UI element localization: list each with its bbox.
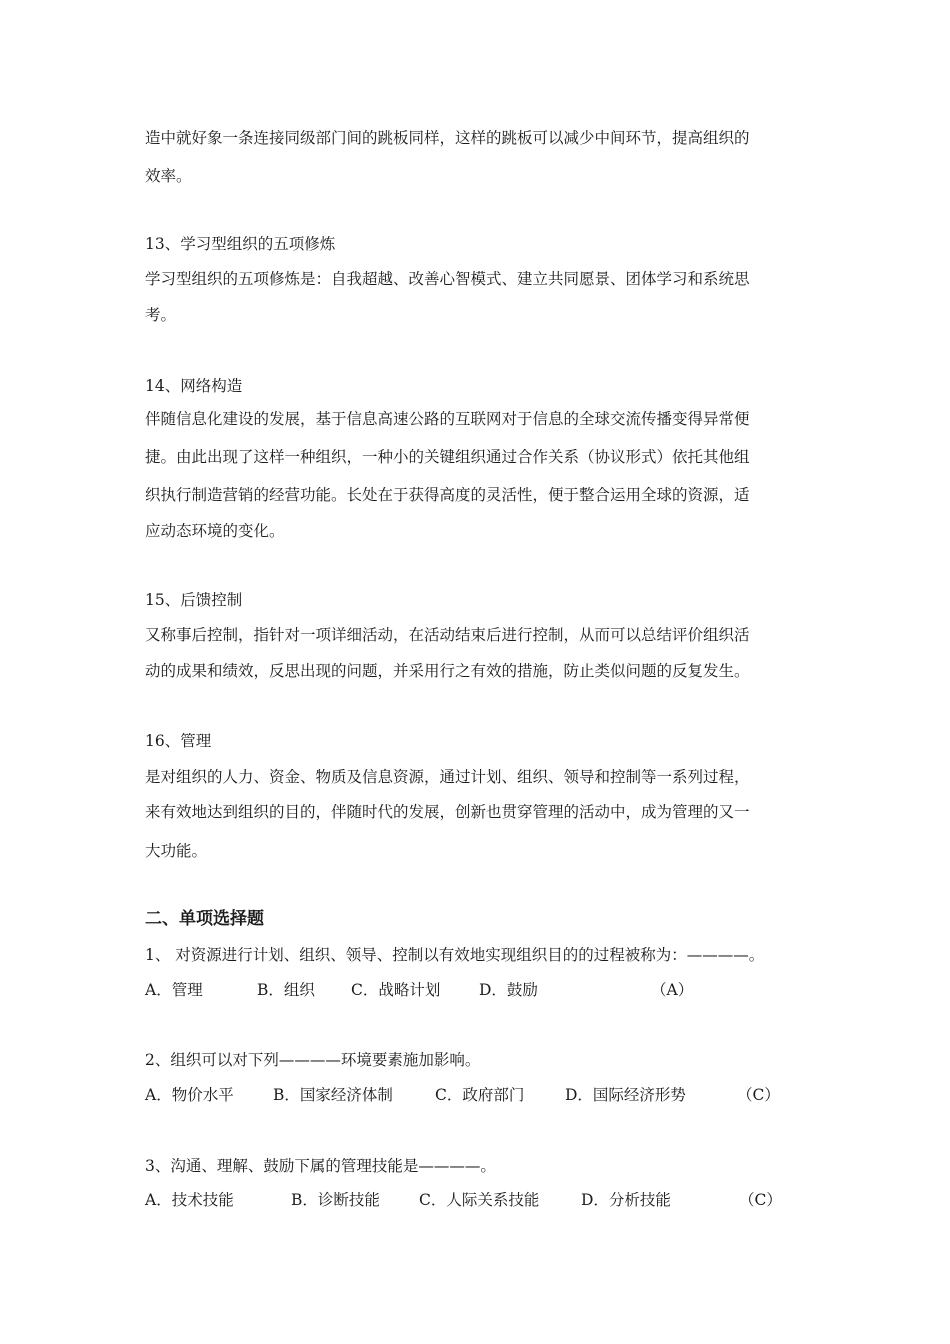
option-a: A．技术技能 bbox=[145, 1191, 234, 1209]
option-a: A．物价水平 bbox=[145, 1086, 234, 1104]
paragraph-line: 是对组织的人力、资金、物质及信息资源，通过计划、组织、领导和控制等一系列过程， bbox=[145, 768, 750, 786]
term-title: 15、后馈控制 bbox=[145, 591, 243, 609]
term-title: 13、学习型组织的五项修炼 bbox=[145, 235, 336, 253]
question-stem: 1、 对资源进行计划、组织、领导、控制以有效地实现组织目的的过程被称为：————。 bbox=[145, 946, 765, 964]
paragraph-line: 大功能。 bbox=[145, 842, 208, 860]
option-b: B．诊断技能 bbox=[291, 1191, 380, 1209]
paragraph-line: 造中就好象一条连接同级部门间的跳板同样，这样的跳板可以减少中间环节，提高组织的 bbox=[145, 129, 750, 147]
paragraph-line: 又称事后控制，指针对一项详细活动，在活动结束后进行控制，从而可以总结评价组织活 bbox=[145, 626, 750, 644]
term-title: 16、管理 bbox=[145, 732, 212, 750]
question-stem: 2、组织可以对下列————环境要素施加影响。 bbox=[145, 1051, 481, 1069]
option-c: C．政府部门 bbox=[435, 1086, 525, 1104]
option-b: B．国家经济体制 bbox=[273, 1086, 393, 1104]
option-c: C．人际关系技能 bbox=[419, 1191, 540, 1209]
paragraph-line: 捷。由此出现了这样一种组织，一种小的关键组织通过合作关系（协议形式）依托其他组 bbox=[145, 448, 750, 466]
option-c: C．战略计划 bbox=[351, 981, 441, 999]
answer-key: （C） bbox=[737, 1086, 780, 1104]
option-d: D．鼓励 bbox=[479, 981, 538, 999]
answer-key: （A） bbox=[651, 981, 694, 999]
option-d: D．分析技能 bbox=[581, 1191, 671, 1209]
term-title: 14、网络构造 bbox=[145, 377, 243, 395]
paragraph-line: 考。 bbox=[145, 306, 177, 324]
answer-key: （C） bbox=[739, 1191, 782, 1209]
option-d: D．国际经济形势 bbox=[565, 1086, 686, 1104]
paragraph-line: 来有效地达到组织的目的，伴随时代的发展，创新也贯穿管理的活动中，成为管理的又一 bbox=[145, 803, 750, 821]
question-stem: 3、沟通、理解、鼓励下属的管理技能是————。 bbox=[145, 1157, 496, 1175]
section-heading: 二、单项选择题 bbox=[145, 909, 264, 929]
option-b: B．组织 bbox=[257, 981, 315, 999]
option-a: A．管理 bbox=[145, 981, 203, 999]
paragraph-line: 效率。 bbox=[145, 167, 192, 185]
paragraph-line: 应动态环境的变化。 bbox=[145, 522, 285, 540]
paragraph-line: 学习型组织的五项修炼是：自我超越、改善心智模式、建立共同愿景、团体学习和系统思 bbox=[145, 270, 750, 288]
paragraph-line: 织执行制造营销的经营功能。长处在于获得高度的灵活性，便于整合运用全球的资源，适 bbox=[145, 486, 750, 504]
paragraph-line: 伴随信息化建设的发展，基于信息高速公路的互联网对于信息的全球交流传播变得异常便 bbox=[145, 410, 750, 428]
paragraph-line: 动的成果和绩效，反思出现的问题，并采用行之有效的措施，防止类似问题的反复发生。 bbox=[145, 662, 750, 680]
